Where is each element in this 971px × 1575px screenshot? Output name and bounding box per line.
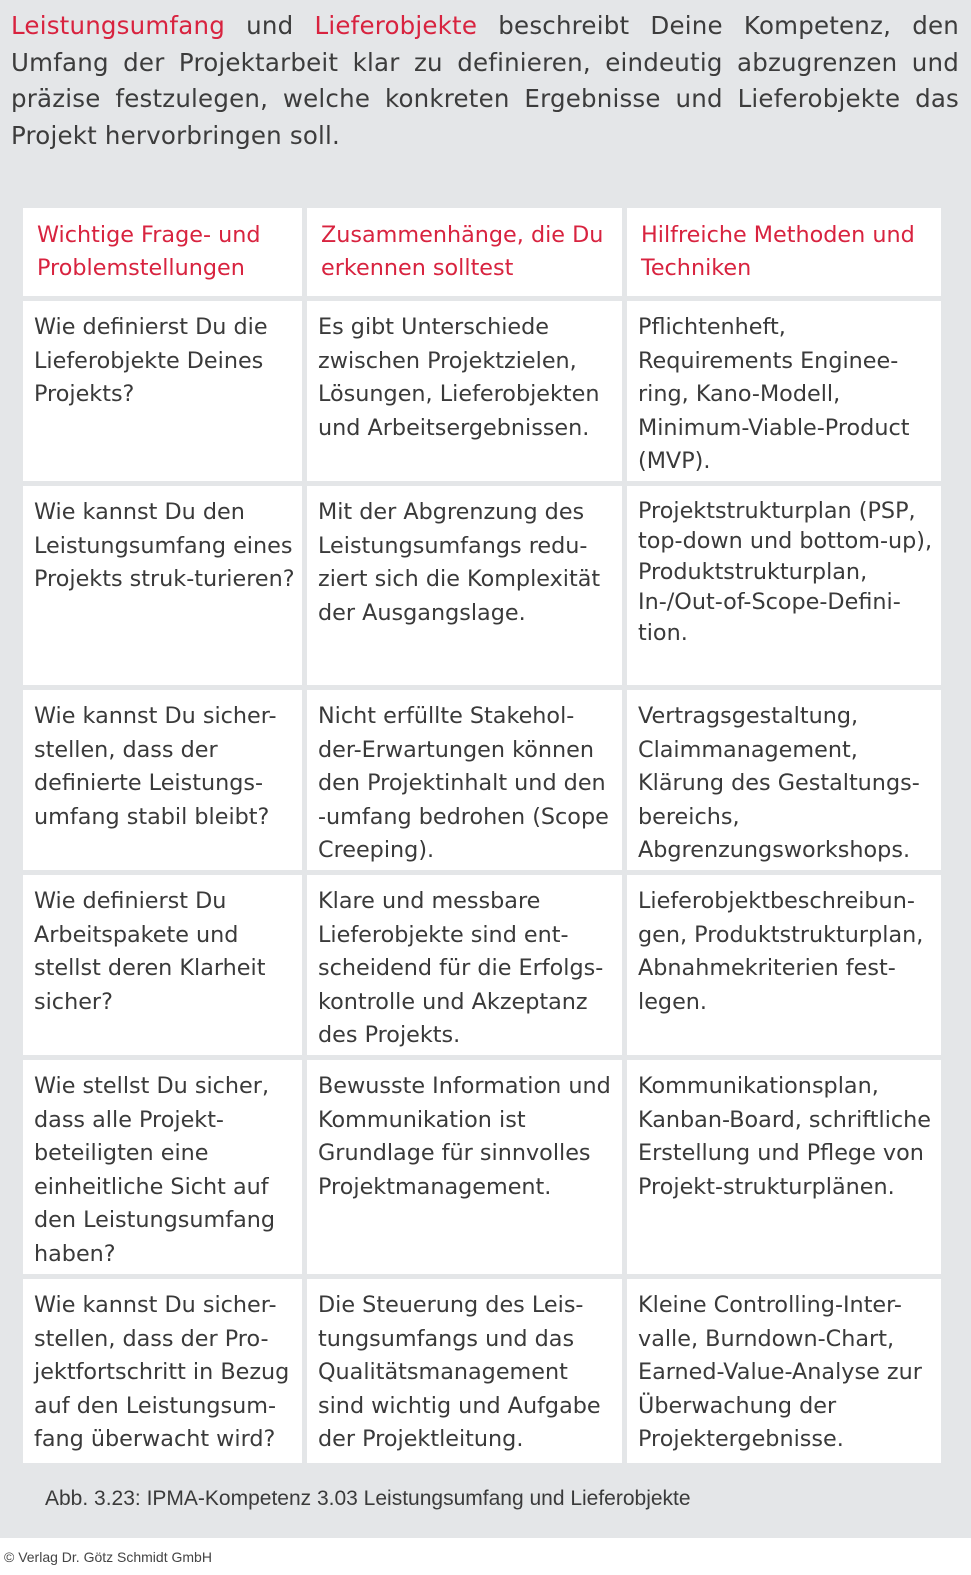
table-cell: Mit der Abgrenzung des Leistungsumfangs redu-ziert sich die Komplexität der Ausgangslage.: [307, 486, 622, 685]
table-cell: Wie kannst Du sicher-stellen, dass der definierte Leistungs-umfang stabil bleibt?: [23, 690, 302, 870]
table-cell: Wie definierst Du Arbeitspakete und stellst deren Klarheit sicher?: [23, 875, 302, 1055]
table-cell: Projektstrukturplan (PSP, top-down und bottom-up), Produktstrukturplan, In-/Out-of-Scope-Defini-tion.: [627, 486, 941, 685]
table-row: [23, 690, 941, 870]
table-cell: Wie kannst Du sicher-stellen, dass der Pro-jektfortschritt in Bezug auf den Leistungsum-fang überwacht wird?: [23, 1279, 302, 1463]
intro-rest: beschreibt Deine Kompetenz, den Umfang der Projektarbeit klar zu definieren, eindeutig abzugrenzen und präzise festzulegen, welche konkreten Ergebnisse und Lieferobjekte das Projekt hervorbringen soll.: [11, 11, 959, 150]
table-cell: Kleine Controlling-Inter-valle, Burndown-Chart, Earned-Value-Analyse zur Überwachung der Projektergebnisse.: [627, 1279, 941, 1463]
table-cell: Klare und messbare Lieferobjekte sind ent-scheidend für die Erfolgs-kontrolle und Akzeptanz des Projekts.: [307, 875, 622, 1055]
intro-accent-deliverables: Lieferobjekte: [314, 11, 478, 40]
header-methods: Hilfreiche Methoden und Techniken: [627, 208, 941, 296]
header-relations: Zusammenhänge, die Du erkennen solltest: [307, 208, 622, 296]
table-row: [23, 1279, 941, 1463]
figure-caption: Abb. 3.23: IPMA-Kompetenz 3.03 Leistungsumfang und Lieferobjekte: [45, 1487, 691, 1510]
table-header-row: [23, 208, 941, 296]
table-cell: Wie kannst Du den Leistungsumfang eines Projekts struk-turieren?: [23, 486, 302, 685]
table-cell: Nicht erfüllte Stakehol-der-Erwartungen können den Projektinhalt und den -umfang bedrohen (Scope Creeping).: [307, 690, 622, 870]
table-cell: Pflichtenheft, Requirements Enginee-ring, Kano-Modell, Minimum-Viable-Product (MVP).: [627, 301, 941, 481]
table-cell: Kommunikationsplan, Kanban-Board, schriftliche Erstellung und Pflege von Projekt-strukturplänen.: [627, 1060, 941, 1274]
table-row: [23, 301, 941, 481]
intro-joiner: und: [224, 11, 315, 40]
table-cell: Vertragsgestaltung, Claimmanagement, Klärung des Gestaltungs-bereichs, Abgrenzungsworkshops.: [627, 690, 941, 870]
table-cell: Lieferobjektbeschreibun-gen, Produktstrukturplan, Abnahmekriterien fest-legen.: [627, 875, 941, 1055]
table-row: [23, 486, 941, 685]
table-cell: Wie stellst Du sicher, dass alle Projekt-beteiligten eine einheitliche Sicht auf den Leistungsumfang haben?: [23, 1060, 302, 1274]
table-cell: Es gibt Unterschiede zwischen Projektzielen, Lösungen, Lieferobjekten und Arbeitsergebnissen.: [307, 301, 622, 481]
table-cell: Bewusste Information und Kommunikation ist Grundlage für sinnvolles Projektmanagement.: [307, 1060, 622, 1274]
table-row: [23, 1060, 941, 1274]
copyright-notice: © Verlag Dr. Götz Schmidt GmbH: [4, 1549, 212, 1565]
intro-paragraph: [11, 8, 959, 154]
table-cell: Wie definierst Du die Lieferobjekte Deines Projekts?: [23, 301, 302, 481]
table-row: [23, 875, 941, 1055]
header-questions: Wichtige Frage- und Problemstellungen: [23, 208, 302, 296]
competence-table: [23, 208, 941, 1468]
intro-accent-scope: Leistungsumfang: [11, 11, 225, 40]
table-cell: Die Steuerung des Leis-tungsumfangs und das Qualitätsmanagement sind wichtig und Aufgabe der Projektleitung.: [307, 1279, 622, 1463]
